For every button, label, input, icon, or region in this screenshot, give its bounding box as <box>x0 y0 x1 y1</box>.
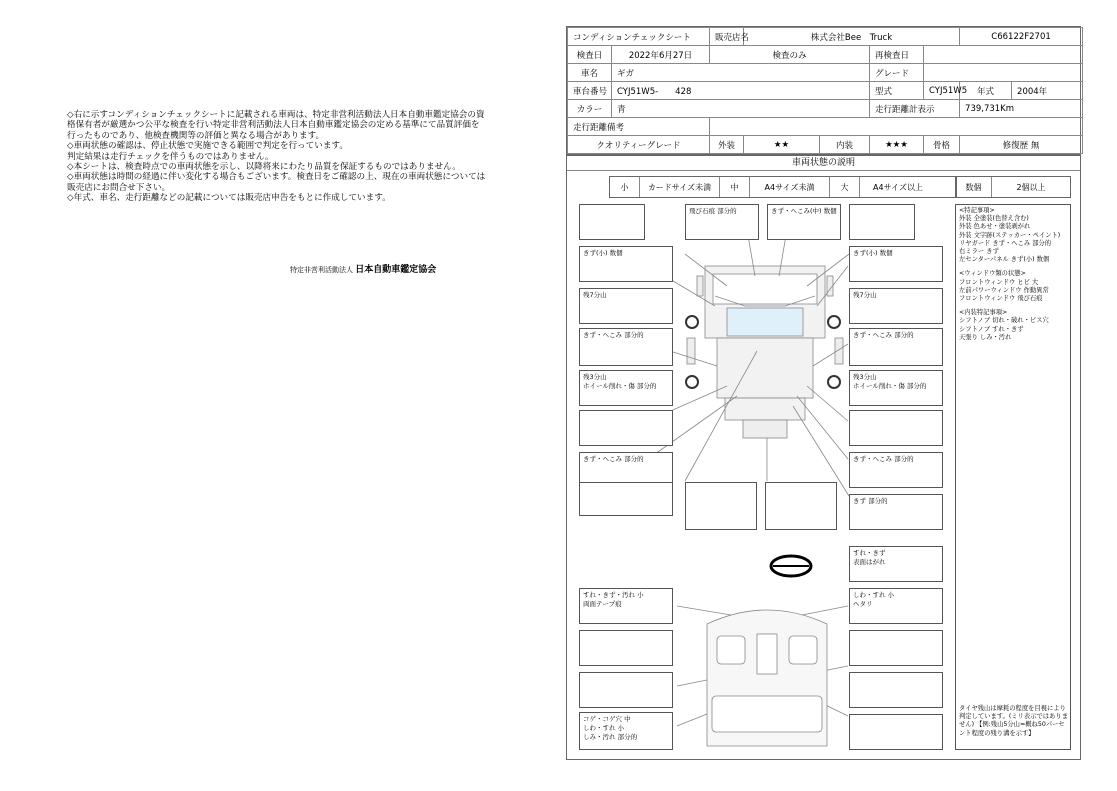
grade-label: グレード <box>870 64 924 82</box>
box-int-right-1-line-1: しわ・すれ 小 <box>853 591 895 599</box>
box-seat-line-2: しわ・すれ 小 <box>583 724 625 732</box>
count-value: 2個以上 <box>1016 182 1046 192</box>
odometer-value: 739,731Km <box>960 100 1083 118</box>
interior-note: シフトノブ 切れ・破れ・ビス穴 <box>959 317 1049 325</box>
damage-box-left-4 <box>579 328 673 366</box>
count-label: 数個 <box>956 177 992 197</box>
grade-value <box>924 64 1083 82</box>
window-note: フロントウィンドウ 飛び石痕 <box>959 295 1043 303</box>
box-seat-line-1: コゲ・コゲ穴 中 <box>583 715 631 723</box>
interior-note: 天張り しみ・汚れ <box>959 333 1012 341</box>
inspect-type: 検査のみ <box>710 46 870 64</box>
frame-value: 修復歴 無 <box>960 136 1083 154</box>
car-name-label: 車名 <box>568 64 612 82</box>
quality-grade-label: クオリティーグレード <box>568 136 710 154</box>
special-note: 外装 色あせ・塗装剥がれ <box>959 223 1031 231</box>
box-int-left-1-line-2: 両面テープ痕 <box>583 600 622 608</box>
year-value: 2004年 <box>1012 82 1083 100</box>
section-title: 車両状態の説明 <box>567 156 1080 171</box>
notice-line-5: ◇車両状態は時間の経過に伴い変化する場合もございます。検査日をご確認の上、現在の車両状態については販売店にお問合せ下さい。 <box>67 172 486 193</box>
year-label: 年式 <box>960 82 1012 100</box>
odometer-label: 走行距離計表示 <box>870 100 960 118</box>
notice-line-6: ◇年式、車名、走行距離などの記載については販売店申告をもとに作成しています。 <box>67 193 391 204</box>
color-label: カラー <box>568 100 612 118</box>
window-notes-title: <ウィンドウ類の状態> <box>959 270 1026 278</box>
notice-line-3: 判定結果は走行チェックを伴うものではありません。 <box>67 151 274 162</box>
legend-small-desc: カードサイズ未満 <box>640 177 720 197</box>
car-name: ギガ <box>612 64 870 82</box>
dealer-label: 販売店名 <box>710 28 744 46</box>
damage-box-front-right <box>849 204 915 240</box>
box-int-right-1-line-2: ヘタリ <box>853 600 873 608</box>
special-note: 外装 全塗装(色替え含む) <box>959 215 1029 223</box>
damage-box-steering <box>849 546 943 582</box>
damage-box-left-8 <box>579 482 673 516</box>
box-seat-line-3: しみ・汚れ 部分的 <box>583 733 638 741</box>
notice-line-2: ◇車両状態の確認は、停止状態で実施できる範囲で判定を行っています。 <box>67 141 348 152</box>
dealer-name: 株式会社Bee Truck <box>744 28 960 46</box>
damage-box-right-4 <box>849 328 943 366</box>
exterior-stars: ★★ <box>744 136 820 154</box>
legend-medium: 中 <box>720 177 750 197</box>
org-name: 日本自動車鑑定協会 <box>355 265 437 275</box>
org-signature <box>290 262 436 275</box>
box-steering-line-2: 表面はがれ <box>853 558 886 566</box>
notes-panel <box>955 204 1071 750</box>
odometer-note-label: 走行距離備考 <box>568 118 710 136</box>
interior-notes <box>959 309 1067 342</box>
sheet-title: コンディションチェックシート <box>568 28 710 46</box>
damage-box-right-7 <box>849 452 943 488</box>
damage-box-interior-left-1 <box>579 588 673 624</box>
damage-box-right-3 <box>849 288 943 324</box>
special-note: 外装 文字跡(ステッカー・ペイント) <box>959 231 1061 239</box>
odometer-note-value <box>710 118 1083 136</box>
box-right-5-line-2: ホイール削れ・傷 部分的 <box>853 382 927 390</box>
box-steering-line-1: すれ・きず <box>853 549 886 557</box>
damage-box-left-6 <box>579 410 673 446</box>
damage-box-interior-right-1 <box>849 588 943 624</box>
box-top-1-text: 飛び石痕 部分的 <box>689 207 737 215</box>
vin-value: CYJ51W5- 428 <box>612 82 870 100</box>
damage-box-right-2 <box>849 246 943 282</box>
box-left-4-text: きず・へこみ 部分的 <box>583 331 644 339</box>
special-notes <box>959 207 1067 264</box>
inspect-date: 2022年6月27日 <box>612 46 710 64</box>
interior-note: シフトノブ すれ・きず <box>959 325 1024 333</box>
notice-text <box>67 110 487 204</box>
damage-box-interior-right-2 <box>849 630 943 666</box>
tyre-note: タイヤ残山は摩耗の程度を目視により判定しています。(ミリ表示ではありません) 【例:残山5分山=概ね50パーセント程度の残り溝を示す】 <box>959 705 1068 737</box>
legend-large-desc: A4サイズ以上 <box>873 182 923 192</box>
interior-notes-title: <内装特記事項> <box>959 309 1008 317</box>
vin-label: 車台番号 <box>568 82 612 100</box>
special-note: リヤガード きず・へこみ 部分的 <box>959 239 1052 247</box>
damage-box-rear-1 <box>685 482 757 530</box>
damage-box-interior-right-4 <box>849 714 943 750</box>
box-right-4-text: きず・へこみ 部分的 <box>853 331 914 339</box>
vehicle-condition-section <box>566 155 1081 760</box>
condition-sheet-header <box>566 26 1081 155</box>
sheet-number: C66122F2701 <box>960 28 1083 46</box>
box-right-5-line-1: 残3分山 <box>853 373 877 381</box>
window-notes <box>959 270 1067 303</box>
legend-small: 小 <box>610 177 640 197</box>
box-right-7-text: きず・へこみ 部分的 <box>853 455 914 463</box>
damage-box-interior-left-3 <box>579 672 673 708</box>
damage-box-top-1 <box>685 204 759 240</box>
box-top-2-text: きず・へこみ(中) 数個 <box>771 207 837 215</box>
window-note: 左前パワーウィンドウ 作動異常 <box>959 286 1049 294</box>
legend-large: 大 <box>830 177 860 197</box>
window-note: フロントウィンドウ ヒビ 大 <box>959 278 1039 286</box>
special-note: 右ミラー きず <box>959 248 999 256</box>
damage-box-right-6 <box>849 410 943 446</box>
damage-box-left-2 <box>579 246 673 282</box>
box-left-5-line-1: 残3分山 <box>583 373 607 381</box>
damage-box-front-left <box>579 204 645 240</box>
reinspect-value <box>924 46 1083 64</box>
inspect-date-label: 検査日 <box>568 46 612 64</box>
notice-line-4: ◇本シートは、検査時点での車両状態を示し、以降将来にわたり品質を保証するものではありません。 <box>67 162 461 173</box>
legend-medium-desc: A4サイズ未満 <box>750 177 830 197</box>
interior-stars: ★★★ <box>870 136 924 154</box>
model-label: 型式 <box>870 82 924 100</box>
box-left-7-text: きず・へこみ 部分的 <box>583 455 644 463</box>
special-notes-title: <特記事項> <box>959 207 995 214</box>
model-value: CYJ51W5 <box>924 82 960 100</box>
box-right-2-text: きず(小) 数個 <box>853 249 893 257</box>
notice-line-1: ◇右に示すコンディションチェックシートに記載される車両は、特定非営利活動法人日本自動車鑑定協会の資格保有者が厳選かつ公平な検査を行い特定非営利活動法人日本自動車鑑定協会の定める基準にて品質評価を行ったものであり、他検査機関等の評価と異なる場合があります。 <box>67 110 485 141</box>
frame-label: 骨格 <box>924 136 960 154</box>
damage-box-right-8 <box>849 494 943 530</box>
reinspect-label: 再検査日 <box>870 46 924 64</box>
damage-box-right-5 <box>849 370 943 406</box>
box-left-3-text: 残7分山 <box>583 291 607 299</box>
damage-box-top-2 <box>767 204 841 240</box>
damage-box-interior-left-2 <box>579 630 673 666</box>
box-right-8-text: きず 部分的 <box>853 497 888 505</box>
org-prefix: 特定非営利活動法人 <box>290 266 353 274</box>
box-right-3-text: 残7分山 <box>853 291 877 299</box>
damage-box-rear-2 <box>765 482 837 530</box>
damage-box-left-5 <box>579 370 673 406</box>
color-value: 青 <box>612 100 870 118</box>
damage-box-interior-right-3 <box>849 672 943 708</box>
special-note: 左センターパネル きず(小) 数個 <box>959 256 1050 264</box>
damage-box-left-3 <box>579 288 673 324</box>
box-left-2-text: きず(小) 数個 <box>583 249 623 257</box>
exterior-label: 外装 <box>710 136 744 154</box>
box-int-left-1-line-1: すれ・きず・汚れ 小 <box>583 591 644 599</box>
damage-box-seat <box>579 712 673 750</box>
box-left-5-line-2: ホイール削れ・傷 部分的 <box>583 382 657 390</box>
interior-label: 内装 <box>820 136 870 154</box>
